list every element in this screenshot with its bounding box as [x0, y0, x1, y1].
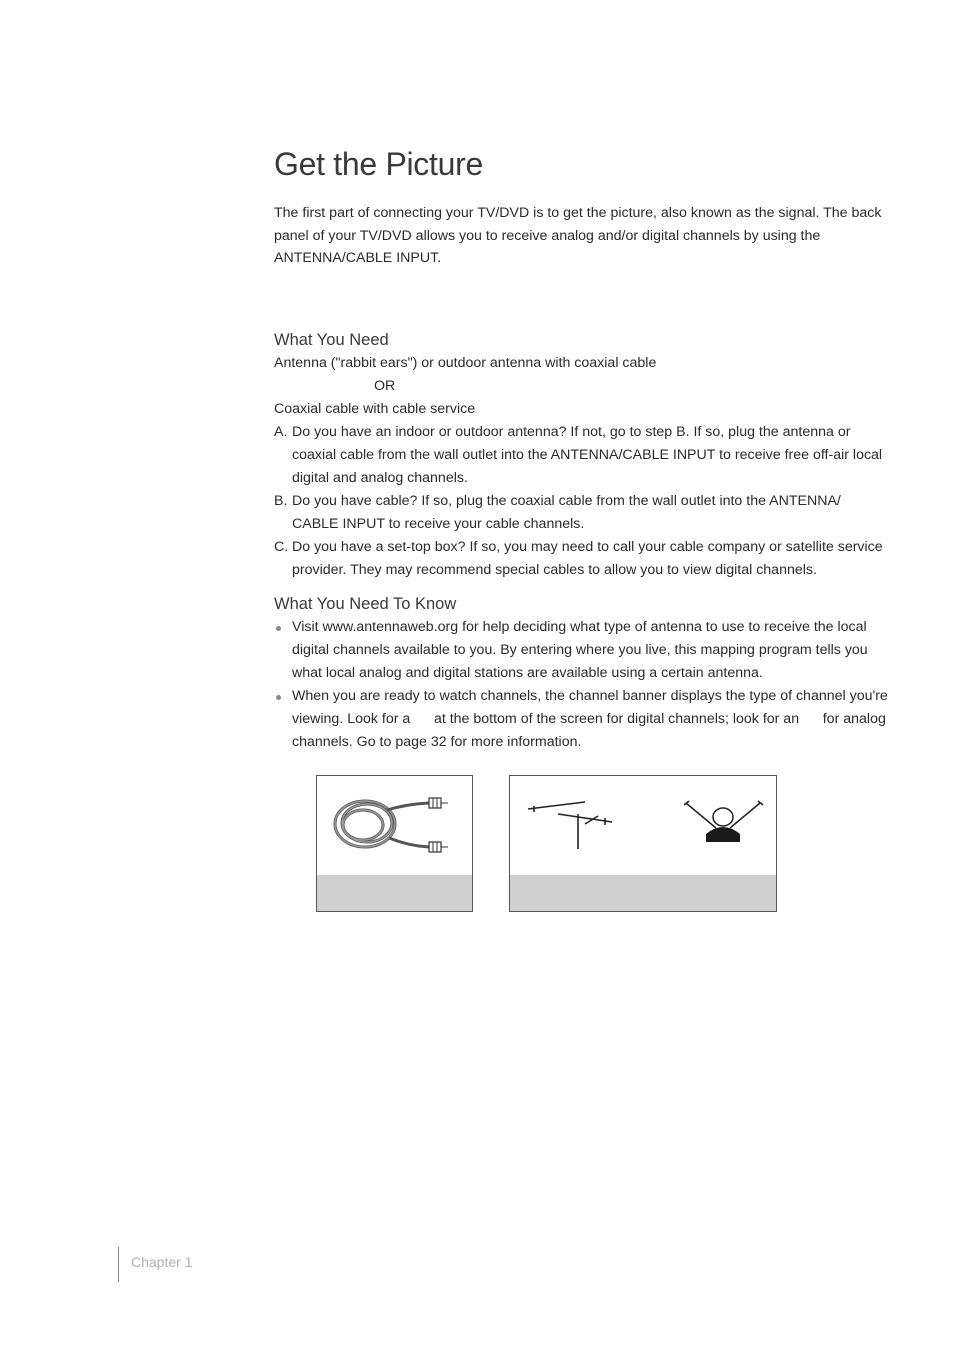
page-title: Get the Picture — [274, 146, 483, 182]
bullet-text: Visit www.antennaweb.org for help deciding what type of antenna to use to receive the local digital channels available to you. By entering where you live, this mapping program tells you what local analog and digital stations are available using a certain antenna. — [292, 619, 868, 681]
bullet-dot-icon — [276, 695, 281, 700]
step-text: Do you have an indoor or outdoor antenna? If not, go to step B. If so, plug the antenna or coaxial cable from the wall outlet into the ANTENNA/CABLE INPUT to receive free off-air local digital and analog channels. — [292, 424, 883, 486]
coaxial-cable-icon — [317, 776, 472, 876]
step-item-b — [274, 490, 890, 536]
step-letter: B. — [274, 493, 288, 509]
what-you-need-heading: What You Need — [274, 331, 389, 349]
cable-option-line: Coaxial cable with cable service — [274, 401, 476, 417]
bullet-text: When you are ready to watch channels, the channel banner displays the type of channel you're viewing. Look for a at the bottom of the screen for digital channels; look for an for analog channels. Go to page 32 for more information. — [292, 688, 892, 750]
rabbit-ears-antenna-icon — [510, 776, 776, 876]
step-item-a — [274, 421, 890, 490]
intro-paragraph: The first part of connecting your TV/DVD is to get the picture, also known as the signal. The back panel of your TV/DVD allows you to receive analog and/or digital channels by using the ANTENNA/CABLE INPUT. — [274, 205, 882, 267]
coaxial-cable-figure — [316, 775, 473, 912]
antennas-figure — [509, 775, 777, 912]
bullet-list — [274, 616, 890, 754]
bullet-item-channel-banner — [274, 685, 890, 754]
step-letter: A. — [274, 424, 288, 440]
step-item-c — [274, 536, 890, 582]
step-list — [274, 421, 890, 582]
or-separator: OR — [374, 378, 396, 394]
step-letter: C. — [274, 539, 289, 555]
step-text: Do you have a set-top box? If so, you may need to call your cable company or satellite service provider. They may recommend special cables to allow you to view digital channels. — [292, 539, 883, 578]
main-content — [274, 328, 890, 754]
chapter-label: Chapter 1 — [131, 1254, 193, 1270]
bullet-dot-icon — [276, 626, 281, 631]
footer-divider — [118, 1247, 119, 1282]
what-you-need-to-know-heading: What You Need To Know — [274, 595, 457, 613]
figure-caption-band — [317, 875, 472, 911]
figure-caption-band — [510, 875, 776, 911]
step-text: Do you have cable? If so, plug the coaxial cable from the wall outlet into the ANTENNA/ CABLE INPUT to receive your cable channels. — [292, 493, 841, 532]
bullet-item-antennaweb — [274, 616, 890, 685]
antenna-option-line: Antenna ("rabbit ears") or outdoor antenna with coaxial cable — [274, 355, 657, 371]
